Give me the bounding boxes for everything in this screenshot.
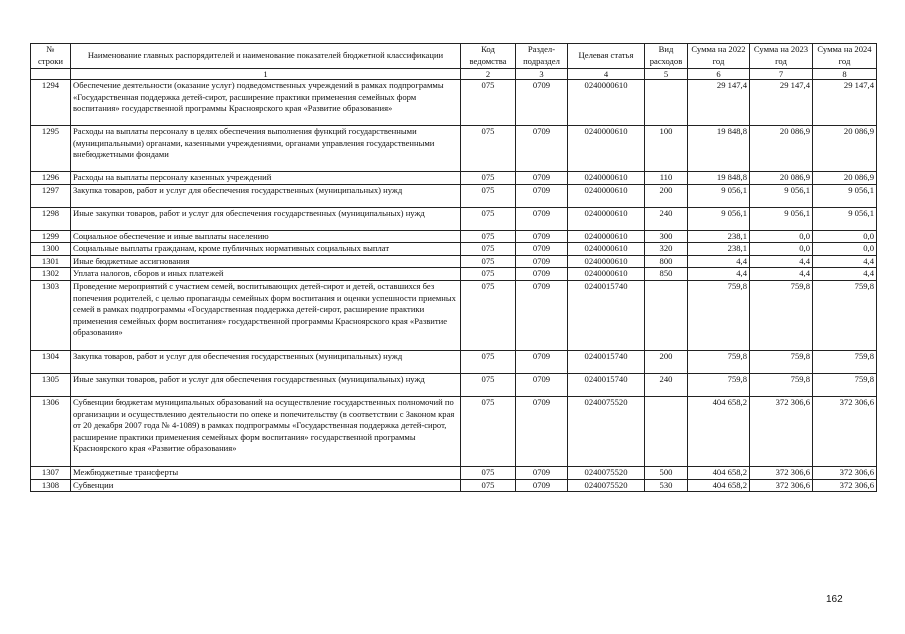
row-name: Иные закупки товаров, работ и услуг для обеспечения государственных (муниципальных) нужд: [71, 207, 461, 230]
row-name: Иные закупки товаров, работ и услуг для обеспечения государственных (муниципальных) нужд: [71, 373, 461, 396]
row-dept-code: 075: [461, 396, 516, 466]
row-sum-2023: 0,0: [750, 230, 813, 243]
row-dept-code: 075: [461, 350, 516, 373]
row-section: 0709: [516, 255, 568, 268]
row-dept-code: 075: [461, 243, 516, 256]
row-exp-type: 850: [645, 268, 688, 281]
row-target: 0240000610: [568, 207, 645, 230]
row-exp-type: 240: [645, 373, 688, 396]
row-sum-2022: 4,4: [688, 255, 750, 268]
row-exp-type: 800: [645, 255, 688, 268]
row-target: 0240000610: [568, 268, 645, 281]
table-row: [31, 373, 877, 396]
row-sum-2022: 238,1: [688, 243, 750, 256]
row-number: 1301: [31, 255, 71, 268]
row-sum-2023: 372 306,6: [750, 479, 813, 492]
row-target: 0240075520: [568, 479, 645, 492]
row-name: Обеспечение деятельности (оказание услуг) подведомственных учреждений в рамках подпрограммы «Государственная поддержка детей-сирот, расширение практики применения семейных форм воспитания» государственной программы Красноярского края «Развитие образования»: [71, 80, 461, 126]
row-sum-2024: 759,8: [813, 373, 877, 396]
row-section: 0709: [516, 230, 568, 243]
row-exp-type: [645, 396, 688, 466]
column-number: [31, 69, 71, 80]
header-row: [31, 44, 877, 69]
table-row: [31, 207, 877, 230]
row-number: 1294: [31, 80, 71, 126]
row-exp-type: 100: [645, 126, 688, 172]
row-dept-code: 075: [461, 255, 516, 268]
row-dept-code: 075: [461, 268, 516, 281]
row-dept-code: 075: [461, 466, 516, 479]
row-dept-code: 075: [461, 230, 516, 243]
row-exp-type: 110: [645, 172, 688, 185]
header-dept-code: Код ведомства: [461, 44, 516, 69]
table-row: [31, 350, 877, 373]
row-sum-2022: 404 658,2: [688, 396, 750, 466]
row-name: Уплата налогов, сборов и иных платежей: [71, 268, 461, 281]
row-number: 1305: [31, 373, 71, 396]
row-name: Закупка товаров, работ и услуг для обеспечения государственных (муниципальных) нужд: [71, 184, 461, 207]
table-row: [31, 479, 877, 492]
row-sum-2022: 9 056,1: [688, 184, 750, 207]
row-sum-2023: 372 306,6: [750, 396, 813, 466]
row-name: Закупка товаров, работ и услуг для обеспечения государственных (муниципальных) нужд: [71, 350, 461, 373]
row-sum-2023: 0,0: [750, 243, 813, 256]
row-number: 1300: [31, 243, 71, 256]
column-number: 1: [71, 69, 461, 80]
row-name: Субвенции: [71, 479, 461, 492]
table-row: [31, 243, 877, 256]
row-number: 1306: [31, 396, 71, 466]
row-sum-2024: 0,0: [813, 230, 877, 243]
row-dept-code: 075: [461, 373, 516, 396]
row-section: 0709: [516, 80, 568, 126]
row-target: 0240000610: [568, 243, 645, 256]
header-name: Наименование главных распорядителей и наименование показателей бюджетной классификации: [71, 44, 461, 69]
row-number: 1302: [31, 268, 71, 281]
row-dept-code: 075: [461, 479, 516, 492]
page-number: 162: [826, 594, 843, 605]
row-exp-type: [645, 280, 688, 350]
row-sum-2024: 9 056,1: [813, 184, 877, 207]
header-sum-2024: Сумма на 2024 год: [813, 44, 877, 69]
row-target: 0240000610: [568, 126, 645, 172]
row-exp-type: 200: [645, 350, 688, 373]
row-section: 0709: [516, 350, 568, 373]
row-sum-2022: 29 147,4: [688, 80, 750, 126]
row-section: 0709: [516, 268, 568, 281]
row-number: 1307: [31, 466, 71, 479]
header-section: Раздел-подраздел: [516, 44, 568, 69]
table-row: [31, 126, 877, 172]
row-section: 0709: [516, 280, 568, 350]
table-row: [31, 268, 877, 281]
header-sum-2022: Сумма на 2022 год: [688, 44, 750, 69]
row-exp-type: 200: [645, 184, 688, 207]
row-number: 1303: [31, 280, 71, 350]
row-target: 0240015740: [568, 373, 645, 396]
row-sum-2024: 759,8: [813, 280, 877, 350]
row-section: 0709: [516, 172, 568, 185]
row-number: 1295: [31, 126, 71, 172]
row-sum-2022: 759,8: [688, 280, 750, 350]
row-sum-2022: 238,1: [688, 230, 750, 243]
row-name: Субвенции бюджетам муниципальных образований на осуществление государственных полномочий по организации и осуществлению деятельности по опеке и попечительству (в соответствии с Законом края от 20 декабря 2007 года № 4-1089) в рамках подпрограммы «Государственная поддержка детей-сирот, расширение практики применения семейных форм воспитания» государственной программы Красноярского края «Развитие образования»: [71, 396, 461, 466]
header-exp-type: Вид расходов: [645, 44, 688, 69]
row-sum-2024: 0,0: [813, 243, 877, 256]
header-row-no: № строки: [31, 44, 71, 69]
table-row: [31, 80, 877, 126]
row-target: 0240075520: [568, 466, 645, 479]
table-row: [31, 396, 877, 466]
row-number: 1308: [31, 479, 71, 492]
row-dept-code: 075: [461, 207, 516, 230]
row-sum-2024: 9 056,1: [813, 207, 877, 230]
row-sum-2023: 20 086,9: [750, 126, 813, 172]
table-row: [31, 280, 877, 350]
row-sum-2024: 20 086,9: [813, 126, 877, 172]
row-sum-2022: 404 658,2: [688, 479, 750, 492]
row-target: 0240015740: [568, 280, 645, 350]
row-sum-2022: 4,4: [688, 268, 750, 281]
row-section: 0709: [516, 207, 568, 230]
row-sum-2023: 372 306,6: [750, 466, 813, 479]
row-name: Социальные выплаты гражданам, кроме публичных нормативных социальных выплат: [71, 243, 461, 256]
column-number: 4: [568, 69, 645, 80]
row-name: Иные бюджетные ассигнования: [71, 255, 461, 268]
row-sum-2022: 19 848,8: [688, 126, 750, 172]
column-number: 5: [645, 69, 688, 80]
table-row: [31, 172, 877, 185]
row-target: 0240000610: [568, 80, 645, 126]
column-number: 7: [750, 69, 813, 80]
row-exp-type: 300: [645, 230, 688, 243]
row-sum-2024: 29 147,4: [813, 80, 877, 126]
row-sum-2024: 759,8: [813, 350, 877, 373]
row-sum-2023: 9 056,1: [750, 184, 813, 207]
row-sum-2024: 372 306,6: [813, 479, 877, 492]
row-target: 0240000610: [568, 255, 645, 268]
row-sum-2024: 372 306,6: [813, 466, 877, 479]
row-name: Расходы на выплаты персоналу казенных учреждений: [71, 172, 461, 185]
row-sum-2023: 759,8: [750, 350, 813, 373]
row-dept-code: 075: [461, 126, 516, 172]
column-number-row: [31, 69, 877, 80]
row-sum-2023: 759,8: [750, 373, 813, 396]
row-target: 0240000610: [568, 230, 645, 243]
column-number: 6: [688, 69, 750, 80]
row-sum-2022: 759,8: [688, 373, 750, 396]
row-sum-2023: 29 147,4: [750, 80, 813, 126]
row-exp-type: 320: [645, 243, 688, 256]
row-section: 0709: [516, 373, 568, 396]
table-row: [31, 230, 877, 243]
row-sum-2024: 4,4: [813, 268, 877, 281]
row-target: 0240000610: [568, 184, 645, 207]
row-sum-2022: 9 056,1: [688, 207, 750, 230]
header-target: Целевая статья: [568, 44, 645, 69]
row-section: 0709: [516, 396, 568, 466]
row-dept-code: 075: [461, 184, 516, 207]
row-number: 1299: [31, 230, 71, 243]
row-name: Расходы на выплаты персоналу в целях обеспечения выполнения функций государственными (муниципальными) органами, казенными учреждениями, органами управления государственными внебюджетными фондами: [71, 126, 461, 172]
column-number: 2: [461, 69, 516, 80]
row-section: 0709: [516, 126, 568, 172]
row-number: 1297: [31, 184, 71, 207]
row-sum-2024: 372 306,6: [813, 396, 877, 466]
row-sum-2022: 759,8: [688, 350, 750, 373]
row-target: 0240075520: [568, 396, 645, 466]
row-sum-2023: 20 086,9: [750, 172, 813, 185]
row-number: 1298: [31, 207, 71, 230]
row-sum-2023: 4,4: [750, 255, 813, 268]
row-exp-type: [645, 80, 688, 126]
table-row: [31, 255, 877, 268]
row-sum-2022: 19 848,8: [688, 172, 750, 185]
column-number: 8: [813, 69, 877, 80]
row-dept-code: 075: [461, 280, 516, 350]
row-sum-2022: 404 658,2: [688, 466, 750, 479]
row-dept-code: 075: [461, 172, 516, 185]
row-target: 0240015740: [568, 350, 645, 373]
header-sum-2023: Сумма на 2023 год: [750, 44, 813, 69]
row-section: 0709: [516, 243, 568, 256]
row-dept-code: 075: [461, 80, 516, 126]
row-name: Проведение мероприятий с участием семей, воспитывающих детей-сирот и детей, оставшихся без попечения родителей, с целью пропаганды семейных форм воспитания и оценки успешности приемных семей в рамках подпрограммы «Государственная поддержка детей-сирот, расширение практики применения семейных форм воспитания» государственной программы Красноярского края «Развитие образования»: [71, 280, 461, 350]
budget-table: [30, 43, 877, 492]
table-row: [31, 466, 877, 479]
row-section: 0709: [516, 466, 568, 479]
row-sum-2023: 9 056,1: [750, 207, 813, 230]
row-sum-2024: 20 086,9: [813, 172, 877, 185]
row-number: 1304: [31, 350, 71, 373]
row-exp-type: 500: [645, 466, 688, 479]
row-section: 0709: [516, 479, 568, 492]
column-number: 3: [516, 69, 568, 80]
row-exp-type: 530: [645, 479, 688, 492]
row-section: 0709: [516, 184, 568, 207]
row-name: Межбюджетные трансферты: [71, 466, 461, 479]
row-name: Социальное обеспечение и иные выплаты населению: [71, 230, 461, 243]
row-sum-2023: 759,8: [750, 280, 813, 350]
row-exp-type: 240: [645, 207, 688, 230]
row-number: 1296: [31, 172, 71, 185]
row-sum-2023: 4,4: [750, 268, 813, 281]
row-target: 0240000610: [568, 172, 645, 185]
table-row: [31, 184, 877, 207]
row-sum-2024: 4,4: [813, 255, 877, 268]
